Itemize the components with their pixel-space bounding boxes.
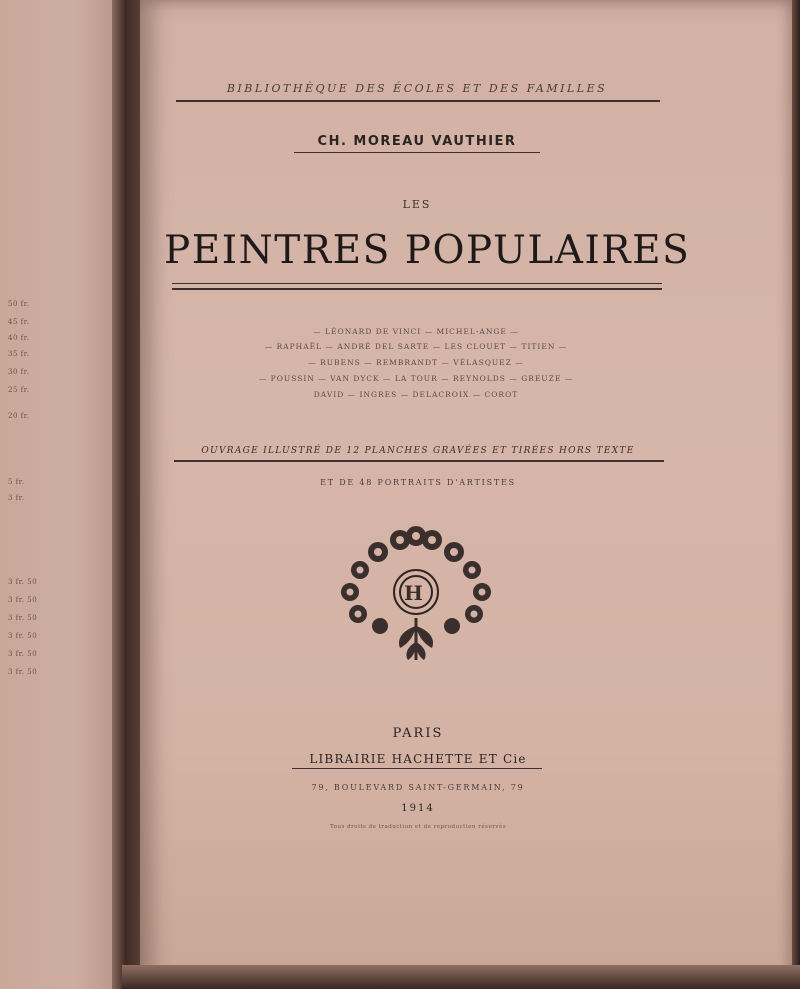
- title-double-rule: [172, 283, 662, 290]
- painter-list-line: — POUSSIN — VAN DYCK — LA TOUR — REYNOLDS — GREUZE —: [258, 374, 574, 383]
- painter-list-line: — RAPHAËL — ANDRÉ DEL SARTE — LES CLOUET — TITIEN —: [264, 342, 568, 351]
- page-edge-shadow: [792, 0, 800, 989]
- publisher-address: 79, BOULEVARD SAINT-GERMAIN, 79: [311, 783, 525, 792]
- price-mark: 3 fr. 50: [8, 596, 38, 604]
- city: PARIS: [392, 726, 444, 741]
- price-mark: 25 fr.: [8, 386, 30, 394]
- price-mark: 50 fr.: [8, 300, 30, 308]
- painter-list-line: — LÉONARD DE VINCI — MICHEL-ANGE —: [313, 327, 519, 336]
- price-mark: 3 fr. 50: [8, 632, 38, 640]
- price-mark: 40 fr.: [8, 334, 30, 342]
- page-bottom-edge: [122, 965, 800, 989]
- price-mark: 3 fr. 50: [8, 578, 38, 586]
- rights-notice: Tous droits de traduction et de reproduction réservés: [329, 824, 507, 830]
- book-title: PEINTRES POPULAIRES: [164, 228, 691, 273]
- publisher: LIBRAIRIE HACHETTE ET Cie: [309, 752, 527, 766]
- hachette-monogram-emblem: [330, 526, 502, 666]
- illustration-note: OUVRAGE ILLUSTRÉ DE 12 PLANCHES GRAVÉES ET TIRÉES HORS TEXTE: [201, 446, 635, 456]
- price-mark: 35 fr.: [8, 350, 30, 358]
- series-title: BIBLIOTHÈQUE DES ÉCOLES ET DES FAMILLES: [226, 82, 608, 95]
- author-underline: [294, 152, 540, 153]
- price-mark: 3 fr. 50: [8, 614, 38, 622]
- price-mark: 3 fr. 50: [8, 650, 38, 658]
- svg-text:H: H: [404, 581, 423, 605]
- price-mark: 45 fr.: [8, 318, 30, 326]
- series-underline: [176, 100, 660, 102]
- price-mark: 20 fr.: [8, 412, 30, 420]
- painter-list-line: DAVID — INGRES — DELACROIX — COROT: [313, 390, 519, 399]
- price-mark: 3 fr.: [8, 494, 25, 502]
- left-page-price-column: [0, 0, 122, 989]
- publication-year: 1914: [401, 803, 435, 814]
- title-article: LES: [402, 198, 432, 211]
- price-mark: 3 fr. 50: [8, 668, 38, 676]
- book-gutter: [112, 0, 142, 989]
- price-mark: 5 fr.: [8, 478, 25, 486]
- portraits-note: ET DE 48 PORTRAITS D'ARTISTES: [320, 478, 516, 487]
- painter-list-line: — RUBENS — REMBRANDT — VÉLASQUEZ —: [308, 358, 524, 367]
- author-name: CH. MOREAU VAUTHIER: [317, 134, 517, 149]
- illustration-underline: [174, 460, 664, 462]
- price-mark: 30 fr.: [8, 368, 30, 376]
- publisher-underline: [292, 768, 542, 769]
